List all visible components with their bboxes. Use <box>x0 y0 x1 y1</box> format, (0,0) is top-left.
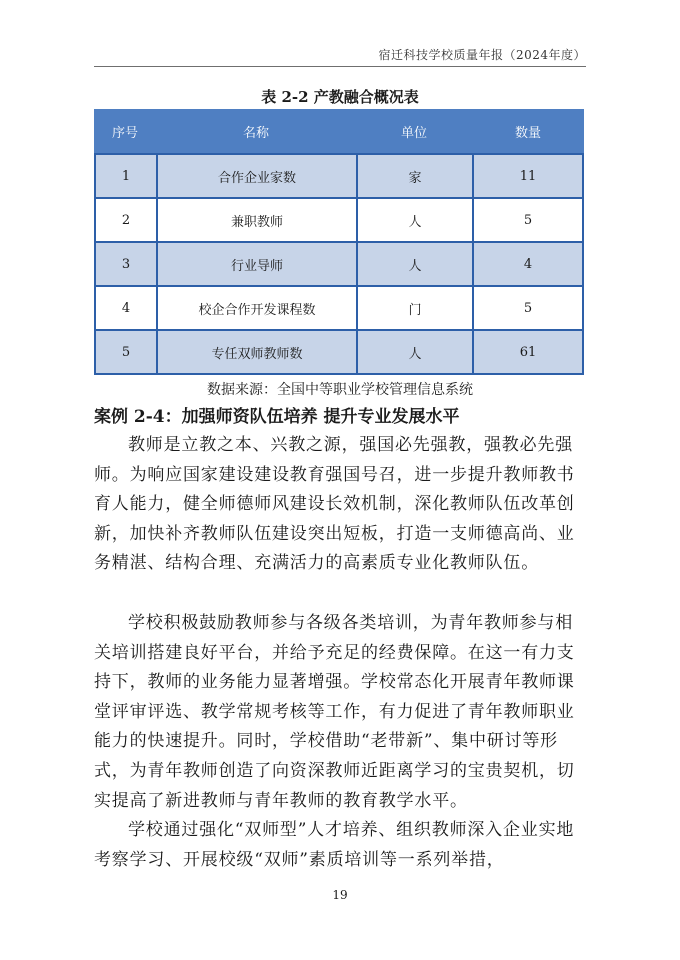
running-header: 宿迁科技学校质量年报（2024年度） <box>378 48 586 62</box>
column-header: 单位 <box>356 109 472 153</box>
cell-unit: 家 <box>356 153 472 197</box>
cell-name: 兼职教师 <box>156 197 356 241</box>
cell-no: 2 <box>94 197 156 241</box>
table-row <box>94 197 584 241</box>
cell-unit: 人 <box>356 197 472 241</box>
table-source-note: 数据来源：全国中等职业学校管理信息系统 <box>207 382 473 398</box>
table-header-row <box>94 109 584 153</box>
paragraph-text: 学校积极鼓励教师参与各级各类培训，为青年教师参与相关培训搭建良好平台，并给予充足的经费保障。在这一有力支持下，教师的业务能力显著增强。学校常态化开展青年教师课堂评审评选、教学常规考核等工作，有力促进了青年教师职业能力的快速提升。同时，学校借助“老带新”、集中研讨等形式，为青年教师创造了向资深教师近距离学习的宝贵契机，切实提高了新进教师与青年教师的教育教学水平。 <box>94 613 575 811</box>
cell-unit: 人 <box>356 241 472 285</box>
cell-unit: 门 <box>356 285 472 329</box>
cell-no: 1 <box>94 153 156 197</box>
column-header: 名称 <box>156 109 356 153</box>
table-caption: 表 2-2 产教融合概况表 <box>261 88 419 106</box>
cell-qty: 5 <box>472 285 584 329</box>
table-row <box>94 153 584 197</box>
paragraph-3 <box>94 816 586 875</box>
industry-education-table <box>94 109 584 375</box>
paragraph-1 <box>94 431 586 579</box>
cell-qty: 11 <box>472 153 584 197</box>
cell-qty: 61 <box>472 329 584 375</box>
page-number: 19 <box>332 888 348 902</box>
cell-qty: 5 <box>472 197 584 241</box>
cell-no: 4 <box>94 285 156 329</box>
cell-no: 5 <box>94 329 156 375</box>
cell-no: 3 <box>94 241 156 285</box>
header-divider <box>94 66 586 67</box>
cell-unit: 人 <box>356 329 472 375</box>
table-row <box>94 285 584 329</box>
cell-name: 合作企业家数 <box>156 153 356 197</box>
cell-name: 行业导师 <box>156 241 356 285</box>
case-heading: 案例 2-4：加强师资队伍培养 提升专业发展水平 <box>94 407 460 427</box>
paragraph-text: 学校通过强化“双师型”人才培养、组织教师深入企业实地考察学习、开展校级“双师”素质培训等一系列举措， <box>94 820 575 870</box>
table-row <box>94 329 584 375</box>
paragraph-2 <box>94 609 586 816</box>
cell-qty: 4 <box>472 241 584 285</box>
column-header: 序号 <box>94 109 156 153</box>
column-header: 数量 <box>472 109 584 153</box>
table-row <box>94 241 584 285</box>
cell-name: 专任双师教师数 <box>156 329 356 375</box>
paragraph-text: 教师是立教之本、兴教之源，强国必先强教，强教必先强师。为响应国家建设建设教育强国号召，进一步提升教师教书育人能力，健全师德师风建设长效机制，深化教师队伍改革创新，加快补齐教师队伍建设突出短板，打造一支师德高尚、业务精湛、结构合理、充满活力的高素质专业化教师队伍。 <box>94 435 575 574</box>
cell-name: 校企合作开发课程数 <box>156 285 356 329</box>
